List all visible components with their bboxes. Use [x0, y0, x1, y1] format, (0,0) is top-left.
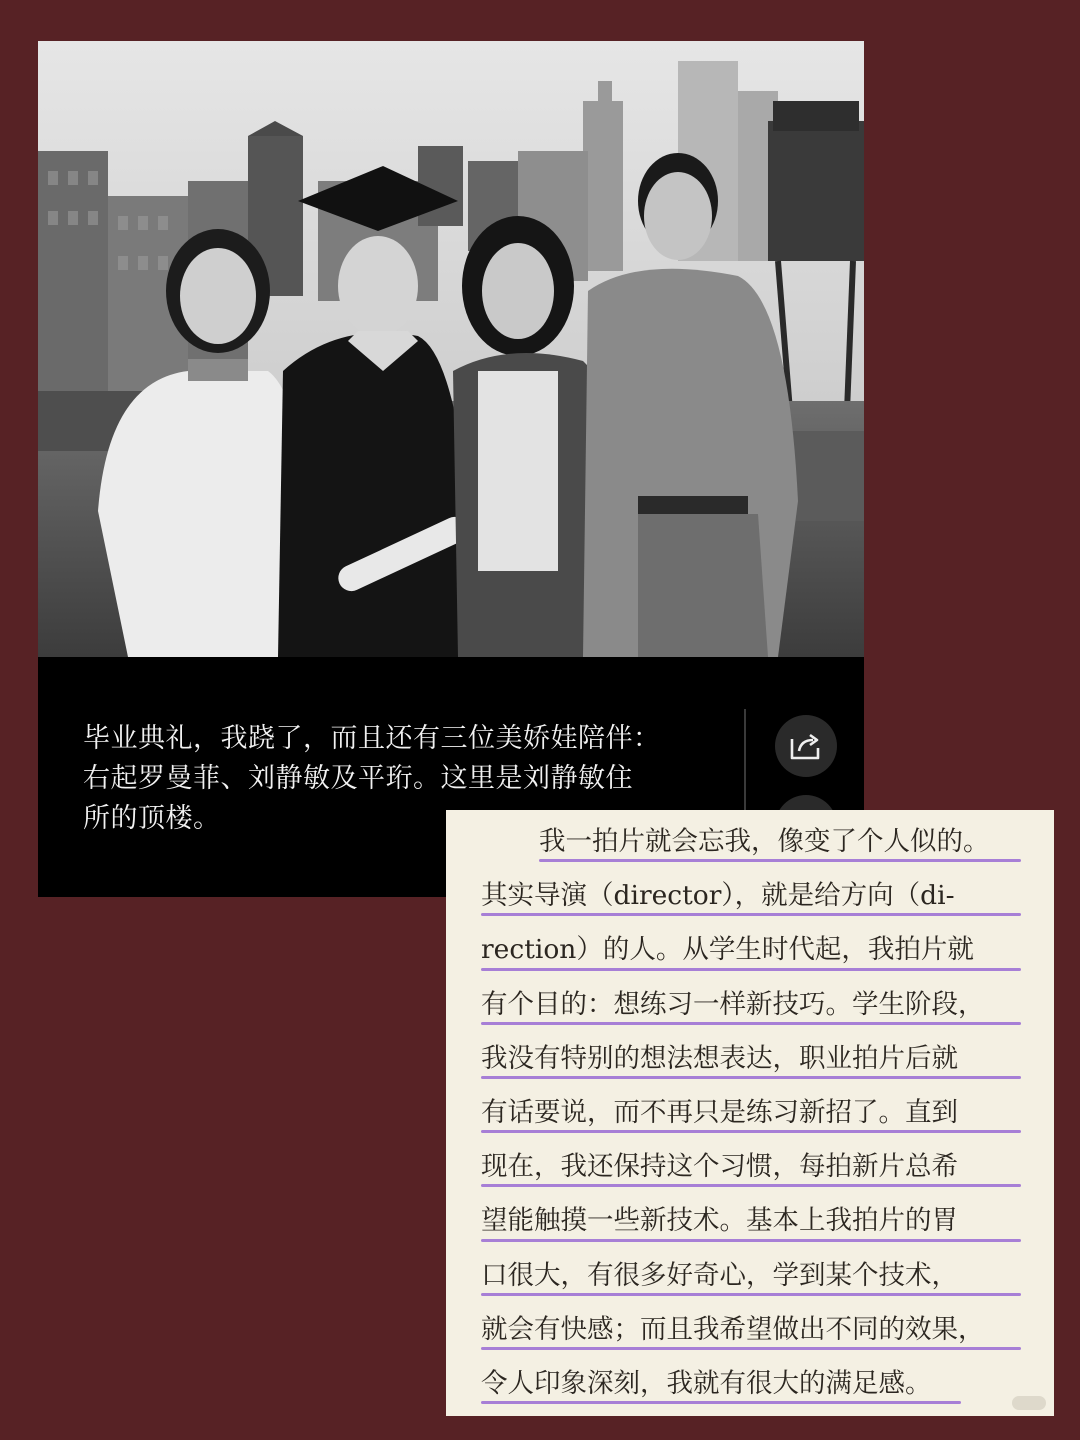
book-line: 我没有特别的想法想表达，职业拍片后就	[481, 1032, 1021, 1086]
book-line: 我一拍片就会忘我，像变了个人似的。	[481, 815, 1021, 869]
book-line: 其实导演（director），就是给方向（di-	[481, 869, 1021, 923]
book-excerpt-card	[446, 810, 1054, 1416]
share-button[interactable]	[775, 715, 837, 777]
book-line: 现在，我还保持这个习惯，每拍新片总希	[481, 1140, 1021, 1194]
book-line: 有话要说，而不再只是练习新招了。直到	[481, 1086, 1021, 1140]
caption-line: 右起罗曼菲、刘静敏及平珩。这里是刘静敏住	[83, 763, 633, 794]
caption-line: 毕业典礼，我跷了，而且还有三位美娇娃陪伴：	[83, 723, 661, 754]
watermark-logo	[1012, 1396, 1046, 1410]
book-line: 就会有快感；而且我希望做出不同的效果，	[481, 1303, 1021, 1357]
caption-line: 所的顶楼。	[83, 803, 221, 834]
share-icon	[789, 731, 823, 761]
book-line: 有个目的：想练习一样新技巧。学生阶段，	[481, 978, 1021, 1032]
book-line: 望能触摸一些新技术。基本上我拍片的胃	[481, 1194, 1021, 1248]
graduation-photo	[38, 41, 864, 657]
book-text	[481, 815, 1021, 1411]
book-line: 口很大，有很多好奇心，学到某个技术，	[481, 1249, 1021, 1303]
screenshot-card	[38, 41, 864, 897]
book-line: rection）的人。从学生时代起，我拍片就	[481, 923, 1021, 977]
book-line: 令人印象深刻，我就有很大的满足感。	[481, 1357, 1021, 1411]
